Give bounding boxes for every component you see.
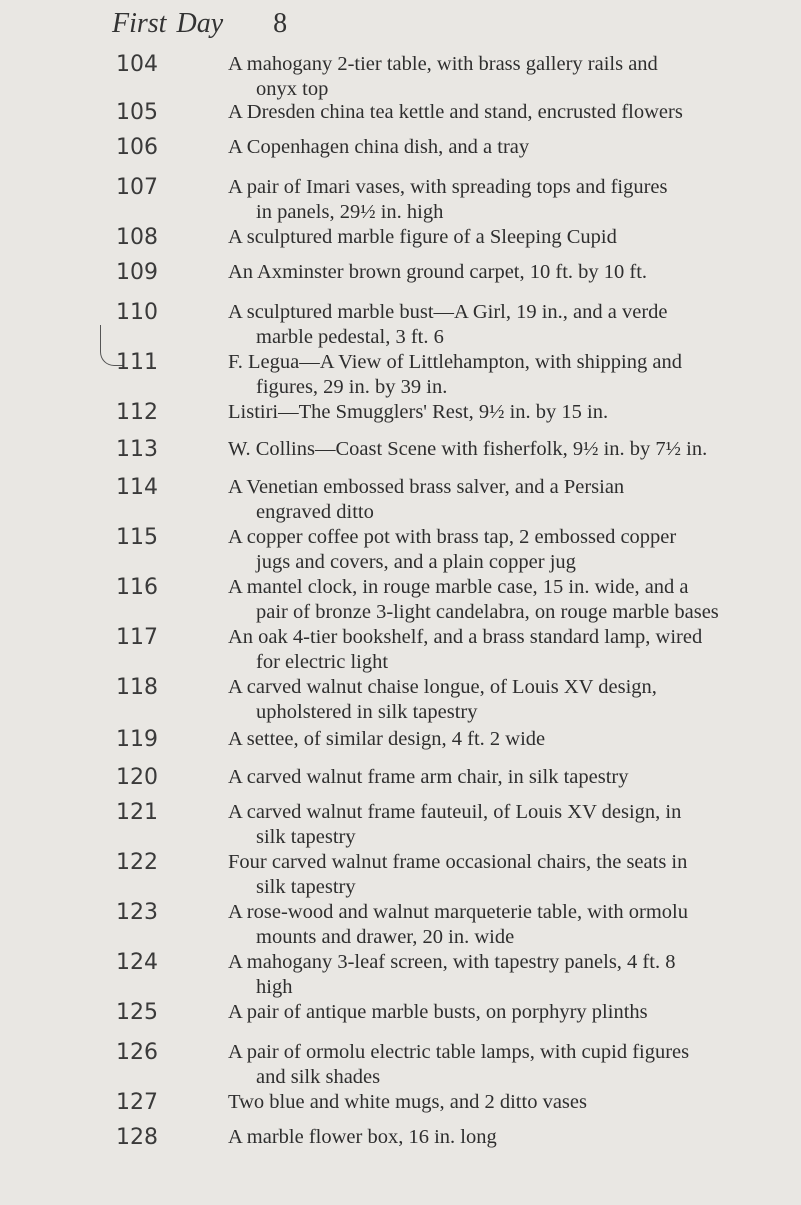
- lot-description: [228, 350, 768, 400]
- lot-number: 115: [116, 525, 158, 550]
- lot-description: [228, 625, 768, 675]
- header-first: First: [112, 8, 167, 39]
- lot-description-line: An Axminster brown ground carpet, 10 ft. by 10 ft.: [228, 261, 648, 283]
- lot-number: 114: [116, 475, 158, 500]
- lot-description-line: A Venetian embossed brass salver, and a Persian: [228, 476, 625, 498]
- lot-description: [228, 800, 768, 850]
- lot-number: 122: [116, 850, 158, 875]
- lot-number: 110: [116, 300, 158, 325]
- page-header: [112, 8, 287, 40]
- lot-description: [228, 437, 768, 462]
- lot-description: [228, 675, 768, 725]
- lot-number: 108: [116, 225, 158, 250]
- lot-description-line: A marble flower box, 16 in. long: [228, 1126, 497, 1148]
- lot-number: 104: [116, 52, 158, 77]
- lot-description-continuation: engraved ditto: [256, 501, 374, 523]
- lot-number: 112: [116, 400, 158, 425]
- lot-description-line: F. Legua—A View of Littlehampton, with shipping and: [228, 351, 682, 373]
- lot-description: [228, 225, 768, 250]
- page-number: 8: [273, 8, 288, 39]
- lot-description: [228, 135, 768, 160]
- lot-description: [228, 1040, 768, 1090]
- lot-description-line: A sculptured marble figure of a Sleeping Cupid: [228, 226, 617, 248]
- lot-description: [228, 175, 768, 225]
- lot-description-continuation: in panels, 29½ in. high: [256, 201, 444, 223]
- header-day: Day: [176, 8, 224, 39]
- lot-description-line: A sculptured marble bust—A Girl, 19 in., and a verde: [228, 301, 668, 323]
- lot-number: 124: [116, 950, 158, 975]
- lot-description-line: W. Collins—Coast Scene with fisherfolk, 9½ in. by 7½ in.: [228, 438, 708, 460]
- lot-number: 123: [116, 900, 158, 925]
- lot-description: [228, 850, 768, 900]
- lot-number: 118: [116, 675, 158, 700]
- lot-description-line: Two blue and white mugs, and 2 ditto vases: [228, 1091, 587, 1113]
- lot-number: 111: [116, 350, 158, 375]
- lot-description: [228, 727, 768, 752]
- lot-number: 128: [116, 1125, 158, 1150]
- lot-description-line: A mantel clock, in rouge marble case, 15 in. wide, and a: [228, 576, 689, 598]
- lot-number: 107: [116, 175, 158, 200]
- lot-description-line: Four carved walnut frame occasional chairs, the seats in: [228, 851, 688, 873]
- lot-description: [228, 475, 768, 525]
- lot-description-continuation: silk tapestry: [256, 826, 356, 848]
- lot-number: 113: [116, 437, 158, 462]
- lot-number: 126: [116, 1040, 158, 1065]
- lot-description-line: A Dresden china tea kettle and stand, encrusted flowers: [228, 101, 683, 123]
- lot-number: 106: [116, 135, 158, 160]
- lot-number: 116: [116, 575, 158, 600]
- lot-description-continuation: onyx top: [256, 78, 329, 100]
- lot-number: 125: [116, 1000, 158, 1025]
- lot-description-continuation: marble pedestal, 3 ft. 6: [256, 326, 444, 348]
- lot-description-continuation: upholstered in silk tapestry: [256, 701, 478, 723]
- lot-number: 109: [116, 260, 158, 285]
- lot-description-line: A settee, of similar design, 4 ft. 2 wide: [228, 728, 546, 750]
- lot-description-line: A carved walnut frame fauteuil, of Louis XV design, in: [228, 801, 682, 823]
- lot-description-line: A mahogany 2-tier table, with brass gallery rails and: [228, 53, 658, 75]
- lot-number: 117: [116, 625, 158, 650]
- lot-description-continuation: jugs and covers, and a plain copper jug: [256, 551, 576, 573]
- lot-description-line: A carved walnut chaise longue, of Louis XV design,: [228, 676, 657, 698]
- lot-number: 120: [116, 765, 158, 790]
- lot-description-continuation: silk tapestry: [256, 876, 356, 898]
- lot-number: 127: [116, 1090, 158, 1115]
- lot-description: [228, 260, 768, 285]
- lot-description: [228, 525, 768, 575]
- lot-description-continuation: figures, 29 in. by 39 in.: [256, 376, 448, 398]
- lot-description-line: A carved walnut frame arm chair, in silk tapestry: [228, 766, 629, 788]
- lot-number: 119: [116, 727, 158, 752]
- lot-description: [228, 1090, 768, 1115]
- lot-description: [228, 1125, 768, 1150]
- lot-description-line: A Copenhagen china dish, and a tray: [228, 136, 530, 158]
- lot-description-continuation: and silk shades: [256, 1066, 381, 1088]
- lot-description-line: An oak 4-tier bookshelf, and a brass standard lamp, wired: [228, 626, 703, 648]
- lot-number: 105: [116, 100, 158, 125]
- lot-description-continuation: pair of bronze 3-light candelabra, on rouge marble bases: [256, 601, 719, 623]
- lot-description: [228, 575, 768, 625]
- lot-description-line: A copper coffee pot with brass tap, 2 embossed copper: [228, 526, 677, 548]
- lot-description: [228, 1000, 768, 1025]
- lot-description-line: A mahogany 3-leaf screen, with tapestry panels, 4 ft. 8: [228, 951, 676, 973]
- lot-description: [228, 100, 768, 125]
- lot-description: [228, 900, 768, 950]
- lot-description-line: A pair of Imari vases, with spreading tops and figures: [228, 176, 668, 198]
- lot-description-line: Listiri—The Smugglers' Rest, 9½ in. by 15 in.: [228, 401, 609, 423]
- lot-number: 121: [116, 800, 158, 825]
- lot-description-continuation: mounts and drawer, 20 in. wide: [256, 926, 515, 948]
- lot-description: [228, 765, 768, 790]
- lot-description-continuation: for electric light: [256, 651, 389, 673]
- lot-description-line: A pair of ormolu electric table lamps, with cupid figures: [228, 1041, 690, 1063]
- lot-description: [228, 52, 768, 102]
- lot-description-line: A pair of antique marble busts, on porphyry plinths: [228, 1001, 648, 1023]
- lot-description-continuation: high: [256, 976, 293, 998]
- lot-description: [228, 950, 768, 1000]
- lot-description: [228, 400, 768, 425]
- lot-description-line: A rose-wood and walnut marqueterie table, with ormolu: [228, 901, 688, 923]
- lot-description: [228, 300, 768, 350]
